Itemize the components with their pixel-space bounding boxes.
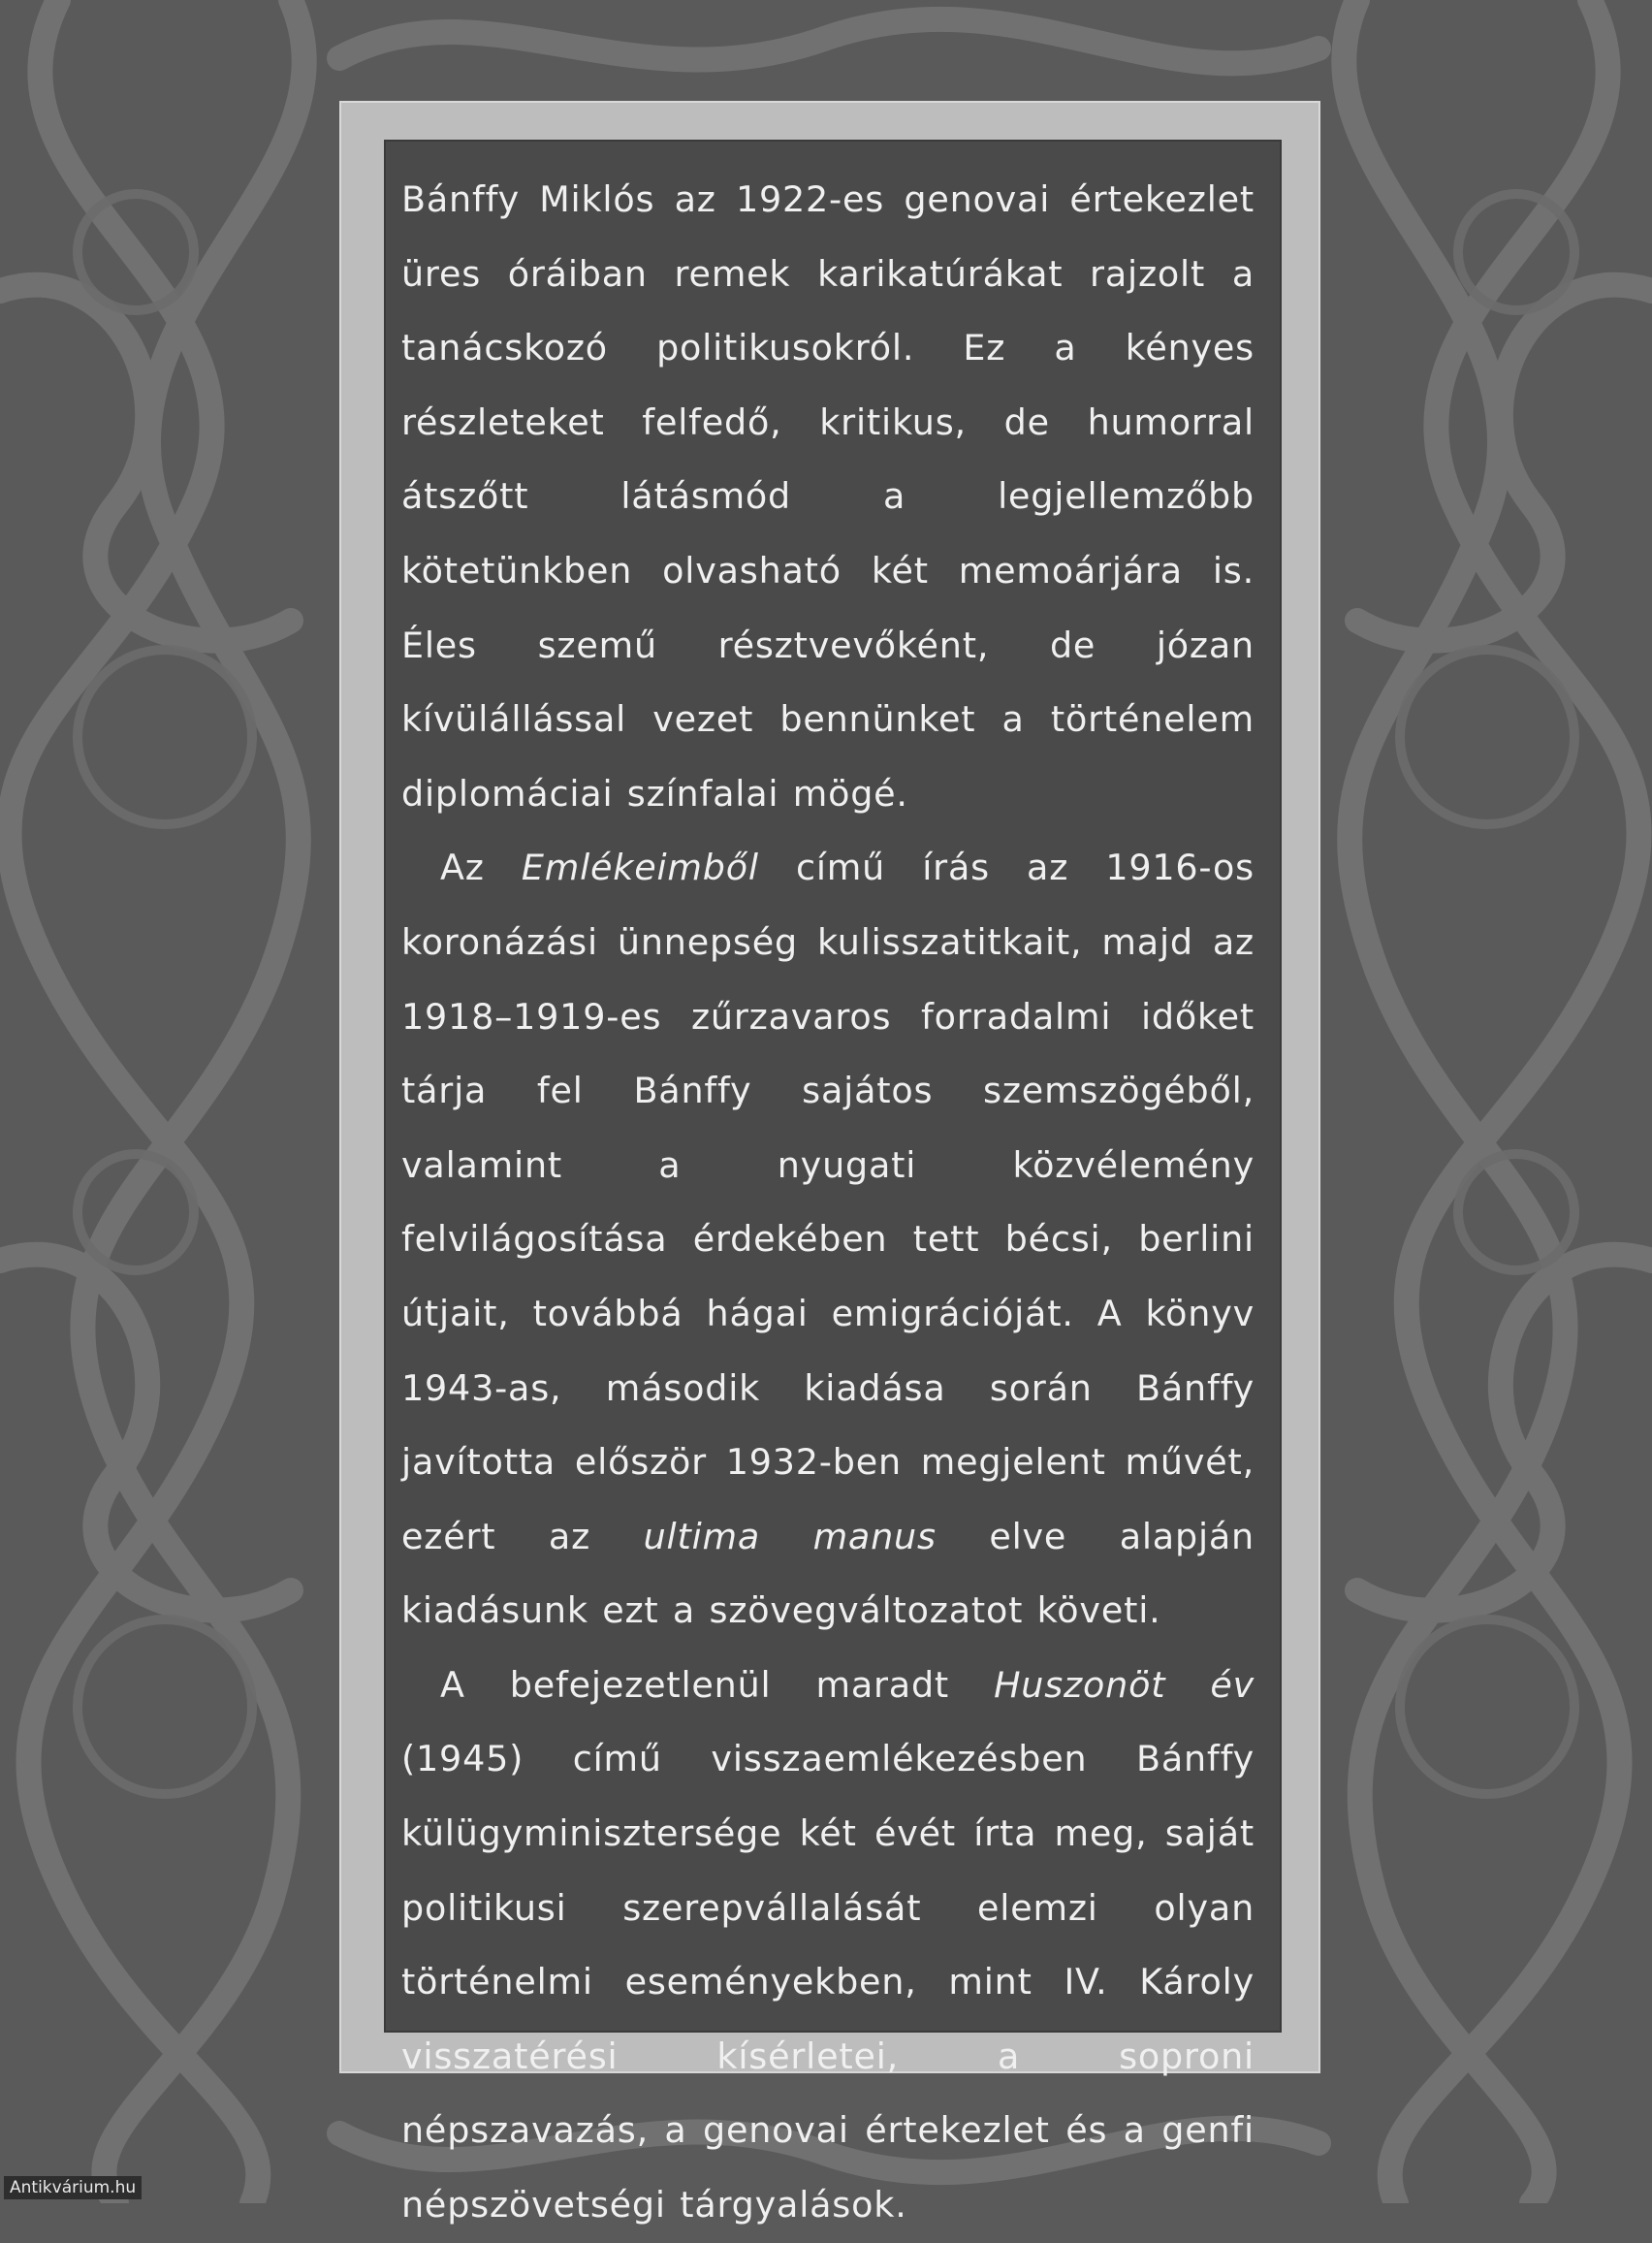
blurb-text [401,163,1255,2243]
paragraph-3 [401,1649,1255,2243]
paragraph-2-middle: című írás az 1916-os koronázási ünnepség kulisszatitkait, majd az 1918–1919-es zűrzavaros forradalmi időket tárja fel Bánffy sajátos szemszögéből, valamint a nyugati közvélemény felvilágosítása érdekében tett bécsi, berlini útjait, továbbá hágai emigrációját. A könyv 1943-as, második kiadása során Bánffy javította először 1932-ben megjelent művét, ezért az [401,847,1255,1557]
paragraph-2 [401,831,1255,1649]
paragraph-3-prefix: A befejezetlenül maradt [440,1663,995,1706]
paragraph-2-suffix: elve alapján kiadásunk ezt a szövegváltozatot követi. [401,1515,1255,1632]
paragraph-3-suffix: (1945) című visszaemlékezésben Bánffy külügyminisztersége két évét írta meg, saját politikusi szerepvállalását elemzi olyan történelmi eseményekben, mint IV. Károly visszatérési kísérletei, a soproni népszavazás, a genovai értekezlet és a genfi népszövetségi tárgyalások. [401,1738,1255,2227]
watermark: Antikvárium.hu [4,2176,142,2199]
book-title-emlekeimbol: Emlékeimből [521,847,759,889]
paragraph-2-prefix: Az [440,847,522,889]
book-title-huszonot-ev: Huszonöt év [994,1663,1255,1706]
latin-phrase: ultima manus [643,1515,937,1557]
paragraph-1: Bánffy Miklós az 1922-es genovai értekezlet üres óráiban remek karikatúrákat rajzolt a tanácskozó politikusokról. Ez a kényes részleteket felfedő, kritikus, de humorral átszőtt látásmód a legjellemzőbb kötetünkben olvasható két memoárjára is. Éles szemű résztvevőként, de józan kívülállással vezet bennünket a történelem diplomáciai színfalai mögé. [401,178,1255,815]
